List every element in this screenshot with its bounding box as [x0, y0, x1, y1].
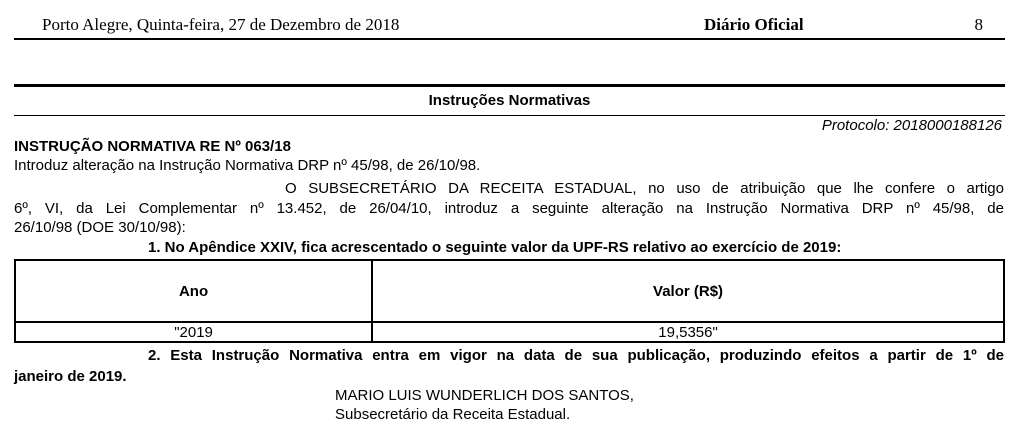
document-intro: Introduz alteração na Instrução Normativa DRP nº 45/98, de 26/10/98. [14, 157, 481, 174]
table-header-ano: Ano [15, 260, 372, 322]
header-publication-name: Diário Oficial [704, 15, 804, 34]
signature-name: MARIO LUIS WUNDERLICH DOS SANTOS, [335, 387, 634, 404]
paragraph-line-1: O SUBSECRETÁRIO DA RECEITA ESTADUAL, no uso de atribuição que lhe confere o artigo [285, 180, 1004, 197]
item-1-text: 1. No Apêndice XXIV, fica acrescentado o seguinte valor da UPF-RS relativo ao exercício de 2019: [148, 239, 842, 256]
header-page-number: 8 [974, 15, 983, 34]
item-2-line-2: janeiro de 2019. [14, 368, 127, 385]
protocolo-number: Protocolo: 2018000188126 [821, 117, 1002, 134]
table-header-row [15, 260, 1004, 322]
page-header [14, 8, 1005, 40]
document-heading: INSTRUÇÃO NORMATIVA RE Nº 063/18 [14, 138, 291, 155]
table-header-valor: Valor (R$) [372, 260, 1004, 322]
section-title: Instruções Normativas [428, 92, 591, 109]
section-bar [14, 84, 1005, 116]
table-cell-valor: 19,5356" [372, 322, 1004, 342]
item-2-line-1: 2. Esta Instrução Normativa entra em vigor na data de sua publicação, produzindo efeitos a partir de 1º de [148, 347, 1004, 364]
signature-role: Subsecretário da Receita Estadual. [335, 406, 571, 423]
paragraph-line-3: 26/10/98 (DOE 30/10/98): [14, 219, 186, 236]
upf-value-table [14, 259, 1005, 343]
paragraph-line-2: 6º, VI, da Lei Complementar nº 13.452, de 26/04/10, introduz a seguinte alteração na Instrução Normativa DRP nº 45/98, de [14, 200, 1004, 217]
table-row [15, 322, 1004, 342]
header-location-date: Porto Alegre, Quinta-feira, 27 de Dezembro de 2018 [42, 15, 400, 34]
table-cell-ano: "2019 [15, 322, 372, 342]
